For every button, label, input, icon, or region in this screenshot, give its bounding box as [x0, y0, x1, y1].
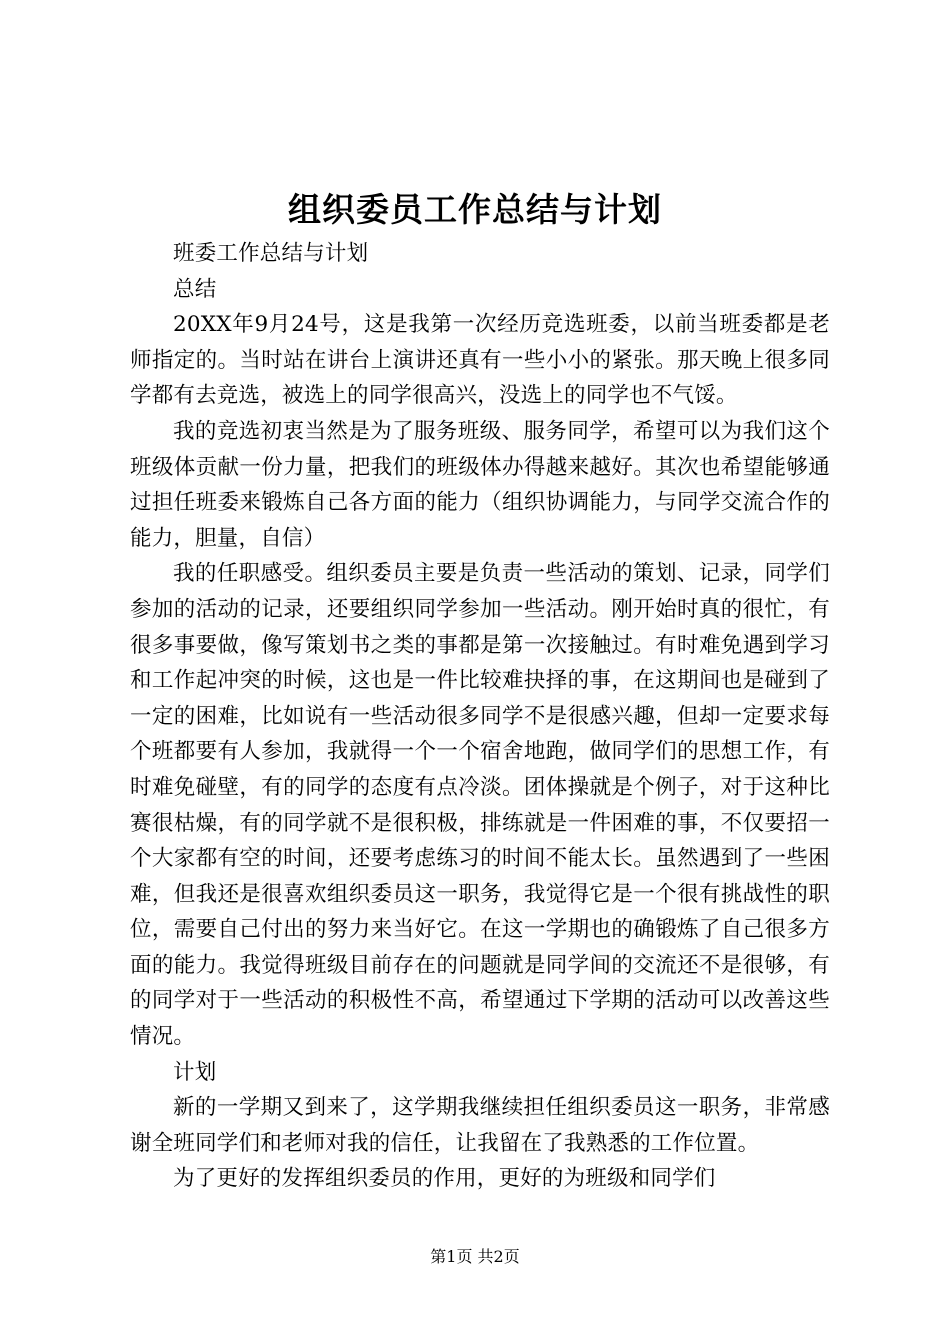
section-heading-summary: 总结 [173, 276, 217, 302]
document-title: 组织委员工作总结与计划 [288, 190, 662, 229]
body-paragraph: 20XX年9月24号，这是我第一次经历竞选班委，以前当班委都是老师指定的。当时站在讲台上演讲还真有一些小小的紧张。那天晚上很多同学都有去竞选，被选上的同学很高兴，没选上的同学也不气馁。 [130, 312, 830, 409]
page-footer: 第1页 共2页 [430, 1247, 520, 1266]
section-heading-plan: 计划 [173, 1059, 217, 1085]
document-body [130, 236, 830, 1197]
body-paragraph: 新的一学期又到来了，这学期我继续担任组织委员这一职务，非常感谢全班同学们和老师对我的信任，让我留在了我熟悉的工作位置。 [130, 1095, 830, 1156]
body-paragraph: 为了更好的发挥组织委员的作用，更好的为班级和同学们 [173, 1166, 716, 1192]
body-paragraph: 我的任职感受。组织委员主要是负责一些活动的策划、记录，同学们参加的活动的记录，还要组织同学参加一些活动。刚开始时真的很忙，有很多事要做，像写策划书之类的事都是第一次接触过。有时难免遇到学习和工作起冲突的时候，这也是一件比较难抉择的事，在这期间也是碰到了一定的困难，比如说有一些活动很多同学不是很感兴趣，但却一定要求每个班都要有人参加，我就得一个一个宿舍地跑，做同学们的思想工作，有时难免碰壁，有的同学的态度有点冷淡。团体操就是个例子，对于这种比赛很枯燥，有的同学就不是很积极，排练就是一件困难的事，不仅要招一个大家都有空的时间，还要考虑练习的时间不能太长。虽然遇到了一些困难，但我还是很喜欢组织委员这一职务，我觉得它是一个很有挑战性的职位，需要自己付出的努力来当好它。在这一学期也的确锻炼了自己很多方面的能力。我觉得班级目前存在的问题就是同学间的交流还不是很够，有的同学对于一些活动的积极性不高，希望通过下学期的活动可以改善这些情况。 [130, 561, 830, 1050]
body-paragraph: 我的竞选初衷当然是为了服务班级、服务同学，希望可以为我们这个班级体贡献一份力量，把我们的班级体办得越来越好。其次也希望能够通过担任班委来锻炼自己各方面的能力（组织协调能力，与同学交流合作的能力，胆量，自信） [130, 418, 830, 551]
subtitle-paragraph: 班委工作总结与计划 [173, 241, 369, 266]
